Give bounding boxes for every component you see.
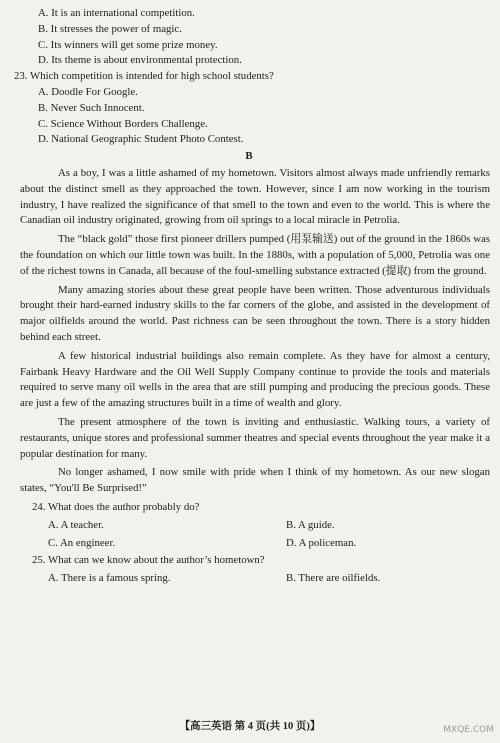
passage-paragraph-4: A few historical industrial buildings also remain complete. As they have for almost a century, Fairbank Heavy Hardware and the Oil Well Supply Company continue to provide the tools and materials required to serve many oil wells in the area that are still pumping and producing the precious goods. These are just a few of the amazing structures built in a time of wealth and glory. (20, 349, 490, 410)
q25-stem: 25. What can we know about the author’s hometown? (32, 554, 265, 567)
q23-stem: 23. Which competition is intended for high school students? (14, 70, 274, 83)
watermark-logo: MXQE.COM (443, 725, 494, 736)
q23-option-c: C. Science Without Borders Challenge. (38, 117, 208, 130)
q22-options (8, 6, 490, 69)
q23-option-b: B. Never Such Innocent. (38, 101, 145, 114)
question-24 (8, 500, 490, 551)
passage-paragraph-1: As a boy, I was a little ashamed of my hometown. Visitors almost always made unfriendly remarks about the distinct smell as they approached the town. However, since I am now working in the tourism industry, I have realized the significance of that smell to the town and even to the world. This is where the Canadian oil industry originated, growing from oil springs to a local miracle in Petrolia. (20, 166, 490, 227)
q25-option-a: A. There is a famous spring. (48, 572, 171, 585)
q24-option-c: C. An engineer. (48, 536, 116, 549)
q23-option-d: D. National Geographic Student Photo Contest. (38, 133, 244, 146)
q24-stem: 24. What does the author probably do? (32, 500, 200, 513)
question-23 (8, 69, 490, 148)
passage-paragraph-2: The “black gold” those first pioneer drillers pumped (用泵输送) out of the ground in the 1860s was the foundation on which our little town was built. In the 1880s, with a population of 5,000, Petrolia was one of the richest towns in Canada, all because of the foul-smelling substance extracted (提取) from the ground. (20, 233, 490, 277)
q22-option-c: C. Its winners will get some prize money. (38, 38, 218, 51)
q22-option-d: D. Its theme is about environmental protection. (38, 54, 242, 67)
passage-paragraph-6: No longer ashamed, I now smile with pride when I think of my hometown. As our new slogan states, “You'll Be Surprised!” (20, 466, 490, 495)
section-b-heading: B (245, 150, 253, 163)
q22-option-a: A. It is an international competition. (38, 7, 195, 19)
passage-paragraph-5: The present atmosphere of the town is inviting and enthusiastic. Walking tours, a variety of restaurants, unique stores and professional summer theatres and special events throughout the year make it a popular destination for many. (20, 415, 490, 460)
q22-option-b: B. It stresses the power of magic. (38, 22, 182, 35)
q25-option-b: B. There are oilfields. (286, 572, 381, 585)
q23-option-a: A. Doodle For Google. (38, 85, 138, 98)
question-25 (8, 553, 490, 587)
q24-option-d: D. A policeman. (286, 536, 357, 549)
q25-options-row-1 (8, 571, 490, 587)
q24-option-a: A. A teacher. (48, 518, 104, 531)
q24-options-row-2 (8, 536, 490, 552)
passage-paragraph-3: Many amazing stories about these great people have been written. Those adventurous individuals brought their hard-earned industry skills to the far corners of the globe, and assisted in the development of major oilfields around the world. Past richness can be seen throughout the town. There is a story hidden behind each street. (20, 283, 490, 343)
page-footer: 【高三英语 第 4 页(共 10 页)】 (179, 721, 321, 733)
passage-b (8, 166, 490, 497)
q24-options-row-1 (8, 518, 490, 534)
q24-option-b: B. A guide. (286, 518, 335, 531)
